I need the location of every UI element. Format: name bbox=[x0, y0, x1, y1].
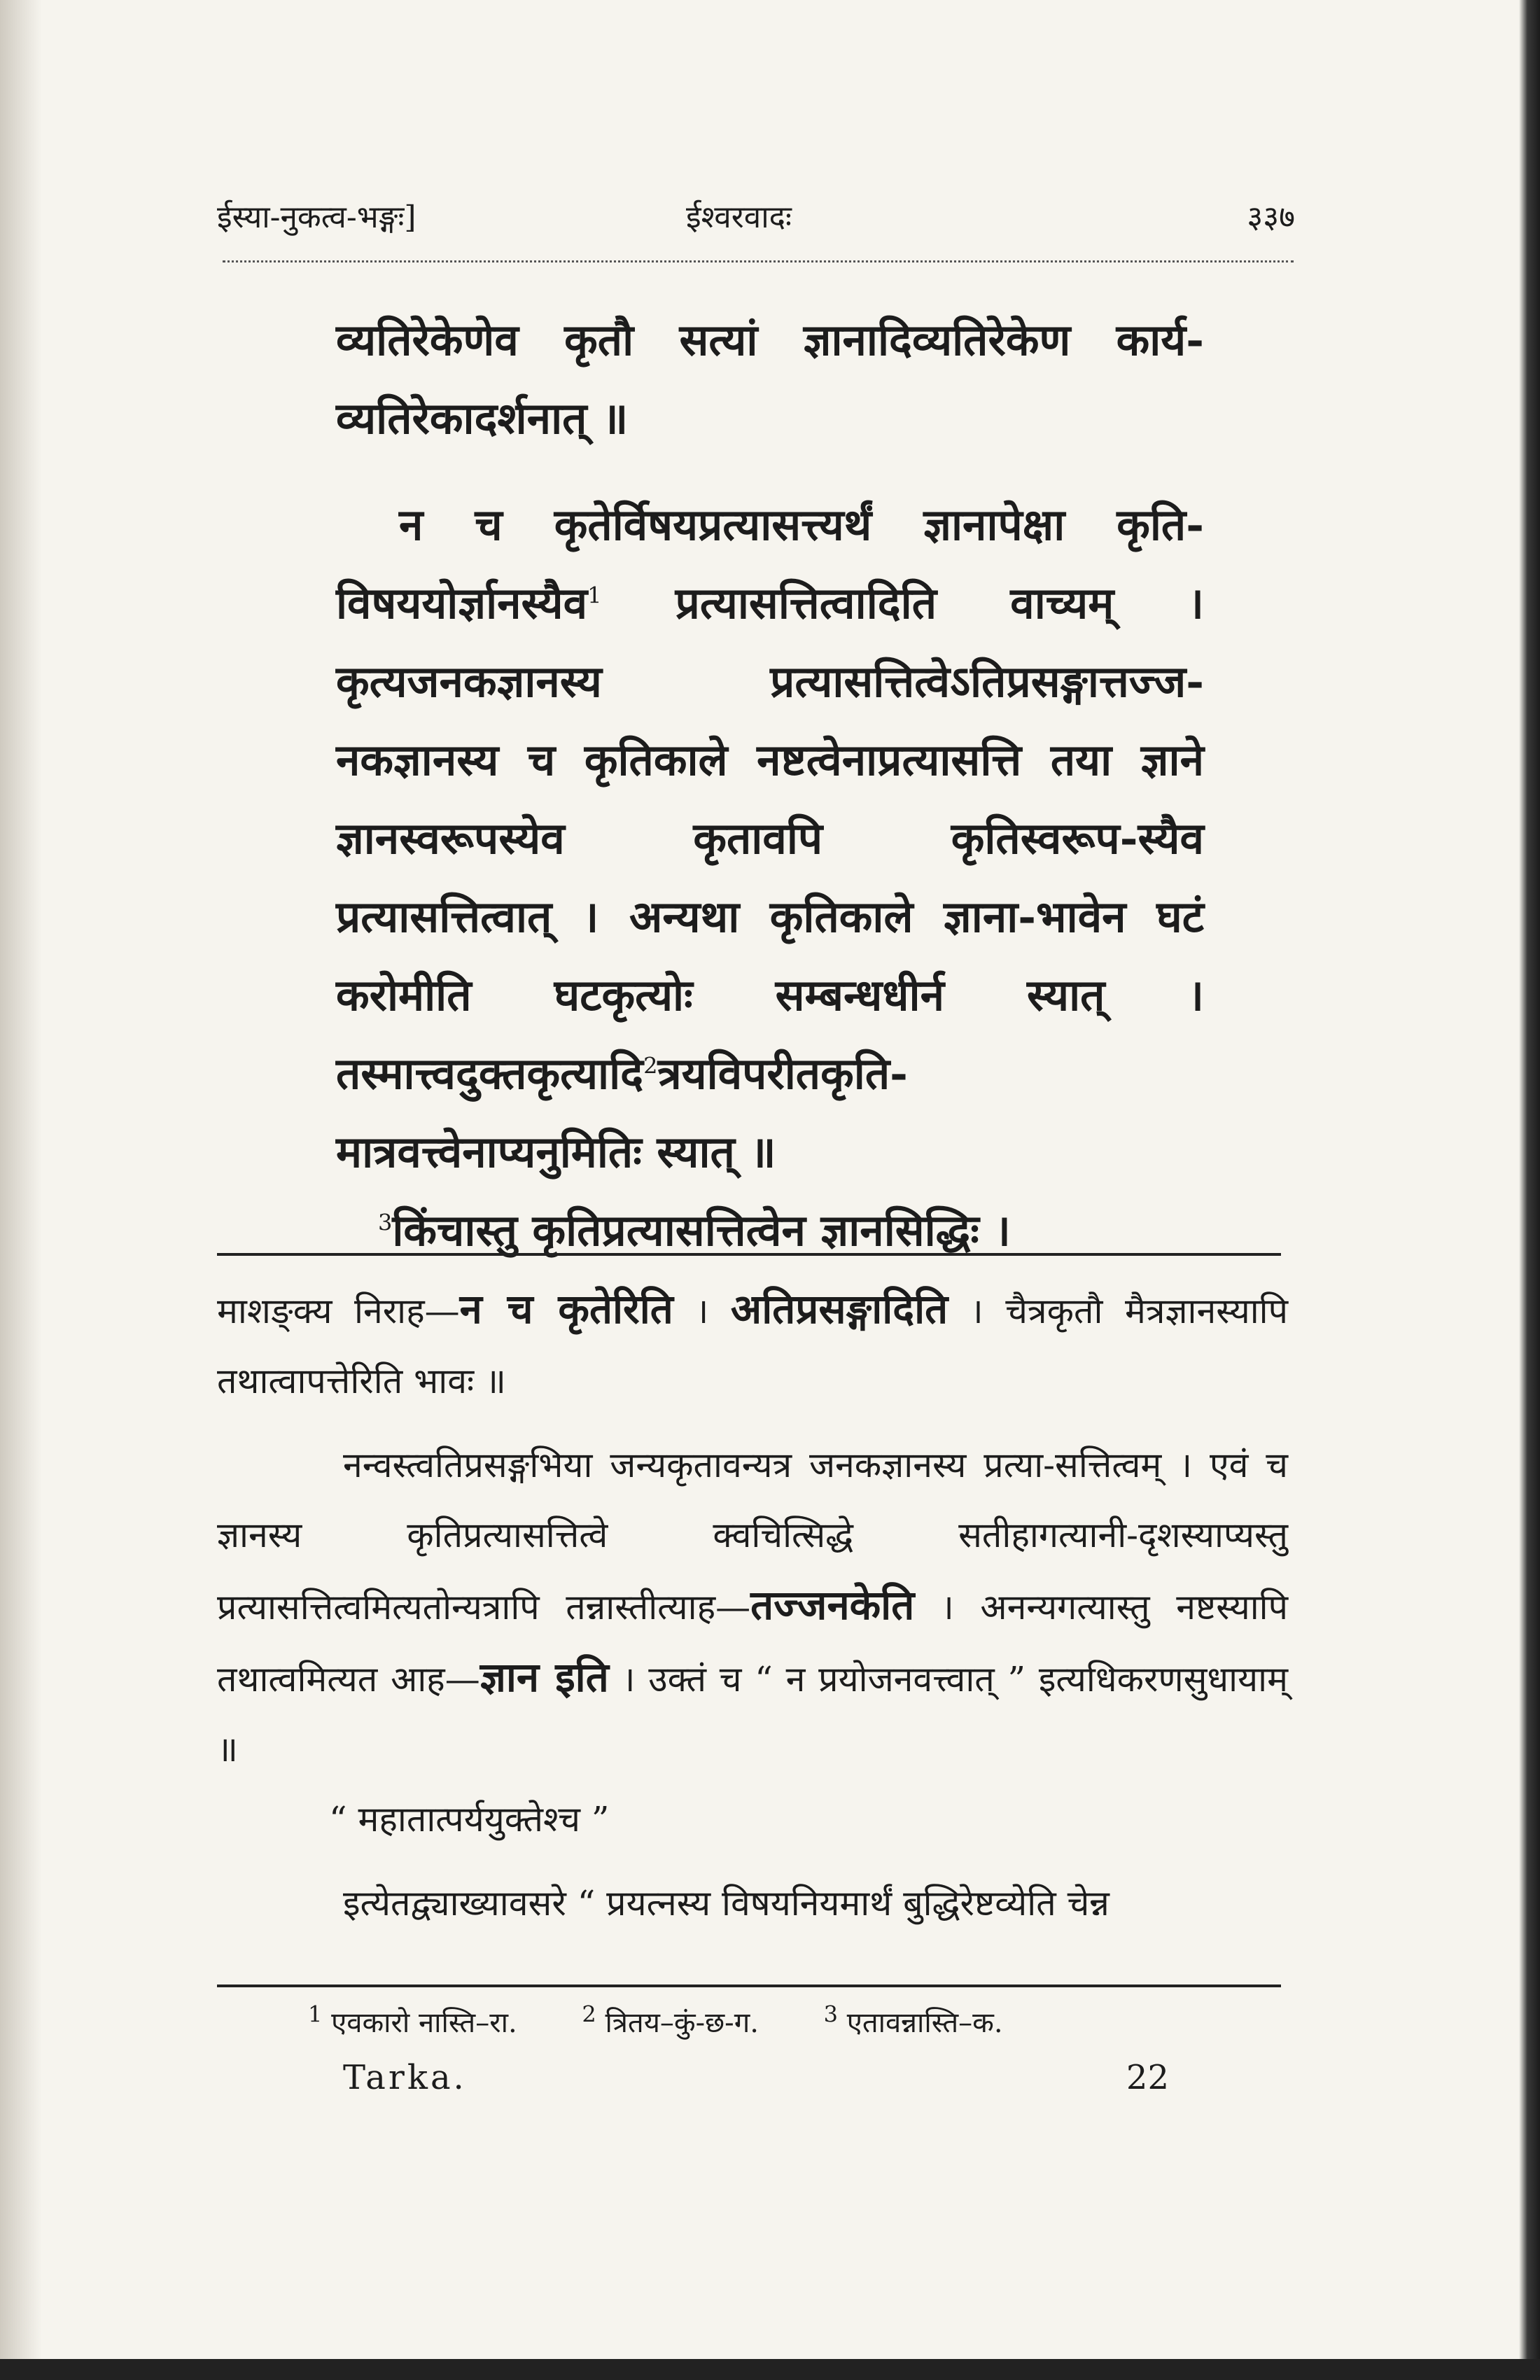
footnotes bbox=[308, 2002, 1288, 2040]
commentary-paragraph-2: नन्वस्त्वतिप्रसङ्गभिया जन्यकृतावन्यत्र जनकज्ञानस्य प्रत्या-सत्तित्वम् । एवं च ज्ञानस्य कृतिप्रत्यासत्तित्वे क्वचित्सिद्धे सतीहागत्यानी-दृशस्याप्यस्तु प्रत्यासत्तित्वमित्यतोन्यत्रापि तन्नास्तीत्याह—तज्जनकेति । अनन्यगत्यास्तु नष्टस्यापि तथात्वमित्यत आह—ज्ञान इति । उक्तं च “ न प्रयोजनवत्त्वात् ” इत्यधिकरणसुधायाम् ॥ bbox=[217, 1445, 1288, 1770]
main-paragraph-2: न च कृतेर्विषयप्रत्यासत्त्यर्थं ज्ञानापेक्षा कृति-विषययोर्ज्ञानस्यैव$^1$ प्रत्यासत्तित्वादिति वाच्यम् । कृत्यजनकज्ञानस्य प्रत्यासत्तित्वेऽतिप्रसङ्गात्तज्ज-नकज्ञानस्य च कृतिकाले नष्टत्वेनाप्रत्यासत्ति तया ज्ञाने ज्ञानस्वरूपस्येव कृतावपि कृतिस्वरूप-स्यैव प्रत्यासत्तित्वात् । अन्यथा कृतिकाले ज्ञाना-भावेन घटं करोमीति घटकृत्योः सम्बन्धधीर्न स्यात् । तस्मात्त्वदुक्तकृत्यादि$^2$त्रयविपरीतकृति-मात्रवत्त्वेनाप्यनुमितिः स्यात् ॥ bbox=[336, 499, 1204, 1177]
signature-mark: Tarka. bbox=[343, 2058, 467, 2097]
header-page-number: ३३७ bbox=[1247, 200, 1295, 235]
commentary-divider bbox=[217, 1253, 1281, 1256]
main-paragraph-1: व्यतिरेकेणेव कृतौ सत्यां ज्ञानादिव्यतिरेकेण कार्य-व्यतिरेकादर्शनात् ॥ bbox=[336, 314, 1204, 444]
running-header bbox=[217, 188, 1295, 251]
commentary-paragraph-1: माशङ्क्य निराह—न च कृतेरिति । अतिप्रसङ्गादिति । चैत्रकृतौ मैत्रज्ञानस्यापि तथात्वापत्तेरिति भावः ॥ bbox=[217, 1285, 1288, 1401]
commentary-quote: “ महातात्पर्ययुक्तेश्च ” bbox=[329, 1799, 610, 1840]
footnote-marker: 1 bbox=[587, 582, 602, 609]
commentary bbox=[217, 1274, 1288, 1938]
header-section: ईस्या-नुकत्व-भङ्गः] bbox=[217, 200, 416, 235]
footnote-divider bbox=[217, 1984, 1281, 1987]
page-edge-left bbox=[0, 0, 42, 2380]
signature-number: 22 bbox=[1126, 2058, 1169, 2097]
header-rule bbox=[223, 260, 1294, 270]
page-edge-right bbox=[1519, 0, 1540, 2380]
scan-bottom-edge bbox=[0, 2359, 1540, 2380]
main-text bbox=[336, 301, 1204, 1270]
footnote-marker: 3 bbox=[378, 1209, 393, 1236]
main-paragraph-3: $^3$किंचास्तु कृतिप्रत्यासत्तित्वेन ज्ञानसिद्धिः । bbox=[378, 1205, 1011, 1256]
footnote-1: $^1$ एवकारो नास्ति–रा. bbox=[308, 2001, 517, 2039]
commentary-paragraph-3: इत्येतद्व्याख्यावसरे “ प्रयत्नस्य विषयनियमार्थं बुद्धिरेष्टव्येति चेन्न bbox=[343, 1883, 1110, 1924]
header-title: ईश्वरवादः bbox=[686, 200, 792, 235]
footnote-2: $^2$ त्रितय–कुं-छ-ग. bbox=[582, 2001, 759, 2039]
footnote-marker: 2 bbox=[643, 1052, 658, 1079]
footnote-3: $^3$ एतावन्नास्ति–क. bbox=[823, 2001, 1003, 2039]
